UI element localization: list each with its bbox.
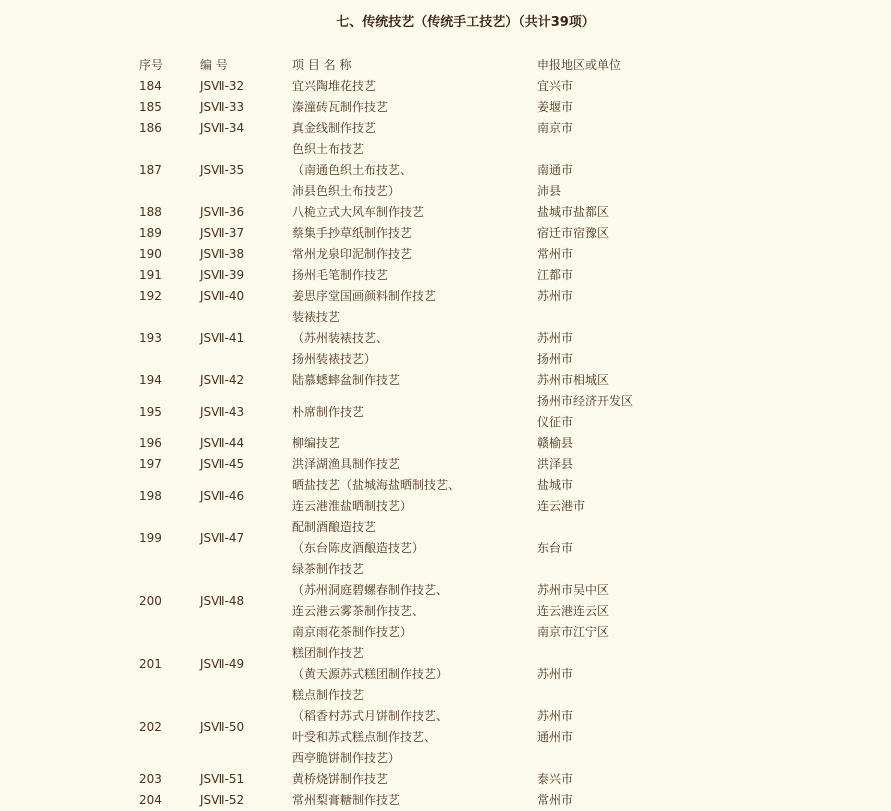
row-seq: 197 — [139, 457, 162, 471]
table-header — [0, 54, 891, 76]
row-code: JSⅦ-40 — [200, 289, 245, 303]
row-code: JSⅦ-43 — [200, 404, 245, 419]
row-seq: 188 — [139, 205, 162, 219]
row-name-line: 宜兴陶堆花技艺 — [292, 79, 377, 93]
row-name-line: 蔡集手抄草纸制作技艺 — [292, 226, 413, 240]
row-name-line: （苏州洞庭碧螺春制作技艺、 — [292, 583, 449, 597]
table-row — [0, 454, 891, 475]
row-region-line: 常州市 — [537, 247, 574, 261]
table-row — [0, 202, 891, 223]
row-seq: 194 — [139, 373, 162, 387]
table-row — [0, 223, 891, 244]
row-seq: 186 — [139, 121, 162, 135]
table-row — [0, 643, 891, 685]
row-region-line: 盐城市盐都区 — [537, 205, 610, 219]
row-name-line: 常州梨膏糖制作技艺 — [292, 793, 401, 807]
row-name-line: 糕团制作技艺 — [292, 646, 365, 660]
row-code: JSⅦ-46 — [200, 488, 245, 503]
row-name-line: 连云港云雾茶制作技艺、 — [292, 604, 425, 618]
row-name-line: 扬州毛笔制作技艺 — [292, 268, 389, 282]
table-row — [0, 265, 891, 286]
row-name-line: 配制酒酿造技艺 — [292, 520, 377, 534]
table-row — [0, 244, 891, 265]
row-seq: 203 — [139, 772, 162, 786]
row-name-line: 八桅立式大风车制作技艺 — [292, 205, 425, 219]
row-seq: 187 — [139, 163, 162, 177]
row-region-line: 宜兴市 — [537, 79, 574, 93]
row-seq: 191 — [139, 268, 162, 282]
row-code: JSⅦ-48 — [200, 593, 245, 608]
row-region-line: 江都市 — [537, 268, 574, 282]
row-seq: 193 — [139, 331, 162, 345]
row-name-line: 黄桥烧饼制作技艺 — [292, 772, 389, 786]
row-name-line: 洪泽湖渔具制作技艺 — [292, 457, 401, 471]
row-seq: 185 — [139, 100, 162, 114]
table-row — [0, 559, 891, 643]
row-region-line: 通州市 — [537, 730, 574, 744]
row-name-line: 晒盐技艺（盐城海盐晒制技艺、 — [292, 478, 461, 492]
row-seq: 189 — [139, 226, 162, 240]
row-region-line: 连云港连云区 — [537, 604, 610, 618]
row-region-line: 苏州市吴中区 — [537, 583, 610, 597]
row-seq: 192 — [139, 289, 162, 303]
row-region-line: 苏州市 — [537, 289, 574, 303]
row-code: JSⅦ-36 — [200, 205, 245, 219]
row-code: JSⅦ-35 — [200, 163, 245, 177]
table-row — [0, 433, 891, 454]
row-seq: 202 — [139, 719, 162, 734]
row-region-line: 姜堰市 — [537, 100, 574, 114]
row-seq: 200 — [139, 593, 162, 608]
header-region: 申报地区或单位 — [537, 58, 622, 72]
row-region-line: 南通市 — [537, 163, 574, 177]
table-row — [0, 475, 891, 517]
row-region-line: 泰兴市 — [537, 772, 574, 786]
row-region-line: 东台市 — [537, 541, 574, 555]
table-row — [0, 97, 891, 118]
row-code: JSⅦ-42 — [200, 373, 245, 387]
row-code: JSⅦ-47 — [200, 530, 245, 545]
row-region-line: 沛县 — [537, 184, 562, 198]
row-seq: 190 — [139, 247, 162, 261]
row-seq: 199 — [139, 530, 162, 545]
header-name: 项 目 名 称 — [292, 58, 352, 72]
row-code: JSⅦ-34 — [200, 121, 245, 135]
row-code: JSⅦ-50 — [200, 719, 245, 734]
row-region-line: 洪泽县 — [537, 457, 574, 471]
heritage-table — [0, 54, 891, 811]
table-row — [0, 391, 891, 433]
row-name-line: 色织土布技艺 — [292, 142, 365, 156]
row-name-line: 常州龙泉印泥制作技艺 — [292, 247, 413, 261]
row-name-line: 糕点制作技艺 — [292, 688, 365, 702]
row-code: JSⅦ-37 — [200, 226, 245, 240]
row-region-line: 宿迁市宿豫区 — [537, 226, 610, 240]
table-row — [0, 517, 891, 559]
row-name-line: 溱潼砖瓦制作技艺 — [292, 100, 389, 114]
row-region-line: 苏州市 — [537, 331, 574, 345]
row-code: JSⅦ-52 — [200, 793, 245, 807]
row-region-line: 连云港市 — [537, 499, 586, 513]
row-region-line: 扬州市 — [537, 352, 574, 366]
table-row — [0, 307, 891, 370]
row-name-line: 连云港淮盐晒制技艺） — [292, 499, 413, 513]
row-code: JSⅦ-49 — [200, 656, 245, 671]
table-body — [0, 76, 891, 811]
row-name-line: 真金线制作技艺 — [292, 121, 377, 135]
row-region-line: 常州市 — [537, 793, 574, 807]
row-seq: 184 — [139, 79, 162, 93]
header-seq: 序号 — [139, 58, 164, 72]
table-row — [0, 76, 891, 97]
row-seq: 201 — [139, 656, 162, 671]
row-region-line: 赣榆县 — [537, 436, 574, 450]
row-code: JSⅦ-41 — [200, 331, 245, 345]
row-code: JSⅦ-51 — [200, 772, 245, 786]
row-seq: 204 — [139, 793, 162, 807]
row-region-line: 仪征市 — [537, 415, 574, 429]
row-name-line: 绿茶制作技艺 — [292, 562, 365, 576]
row-seq: 196 — [139, 436, 162, 450]
row-name-line: （南通色织土布技艺、 — [292, 163, 413, 177]
row-region-line: 苏州市 — [537, 667, 574, 681]
row-name-line: 柳编技艺 — [292, 436, 341, 450]
row-name-line: 南京雨花茶制作技艺） — [292, 625, 413, 639]
row-name-line: 朴席制作技艺 — [292, 404, 365, 419]
row-name-line: 扬州装裱技艺） — [292, 352, 377, 366]
row-name-line: 沛县色织土布技艺） — [292, 184, 401, 198]
row-code: JSⅦ-38 — [200, 247, 245, 261]
row-region-line: 苏州市相城区 — [537, 373, 610, 387]
row-name-line: 叶受和苏式糕点制作技艺、 — [292, 730, 437, 744]
row-region-line: 扬州市经济开发区 — [537, 394, 634, 408]
row-region-line: 南京市江宁区 — [537, 625, 610, 639]
table-row — [0, 769, 891, 790]
row-seq: 195 — [139, 404, 162, 419]
row-region-line: 盐城市 — [537, 478, 574, 492]
page-title: 七、传统技艺（传统手工技艺）（共计39项） — [336, 15, 595, 30]
table-row — [0, 139, 891, 202]
row-name-line: （东台陈皮酒酿造技艺） — [292, 541, 425, 555]
table-row — [0, 370, 891, 391]
row-region-line: 苏州市 — [537, 709, 574, 723]
row-code: JSⅦ-44 — [200, 436, 245, 450]
table-row — [0, 286, 891, 307]
row-region-line: 南京市 — [537, 121, 574, 135]
row-name-line: （苏州装裱技艺、 — [292, 331, 389, 345]
row-code: JSⅦ-32 — [200, 79, 245, 93]
row-code: JSⅦ-33 — [200, 100, 245, 114]
row-name-line: 姜思序堂国画颜料制作技艺 — [292, 289, 437, 303]
header-code: 编 号 — [200, 58, 228, 72]
row-name-line: 陆慕蟋蟀盆制作技艺 — [292, 373, 401, 387]
row-name-line: 西亭脆饼制作技艺） — [292, 751, 401, 765]
row-code: JSⅦ-39 — [200, 268, 245, 282]
row-code: JSⅦ-45 — [200, 457, 245, 471]
row-seq: 198 — [139, 488, 162, 503]
table-row — [0, 118, 891, 139]
row-name-line: 装裱技艺 — [292, 310, 341, 324]
table-row — [0, 685, 891, 769]
row-name-line: （稻香村苏式月饼制作技艺、 — [292, 709, 449, 723]
row-name-line: （黄天源苏式糕团制作技艺） — [292, 667, 449, 681]
